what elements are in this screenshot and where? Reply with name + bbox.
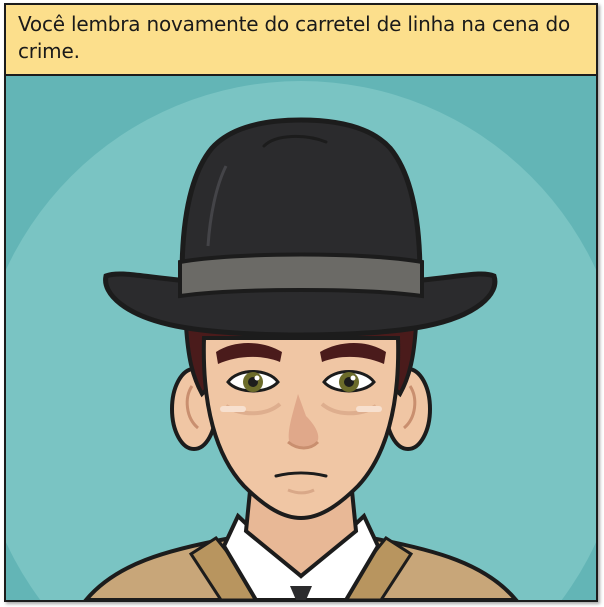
scene-svg	[6, 76, 596, 600]
caption-text: Você lembra novamente do carretel de linha na cena do crime.	[18, 12, 571, 63]
comic-panel	[4, 3, 598, 602]
hat-band	[180, 255, 422, 297]
eye-right	[324, 372, 374, 393]
scene	[6, 76, 596, 600]
cheek-left	[220, 406, 246, 412]
cheek-right	[356, 406, 382, 412]
eye-left	[228, 372, 278, 393]
caption-box	[6, 5, 596, 76]
